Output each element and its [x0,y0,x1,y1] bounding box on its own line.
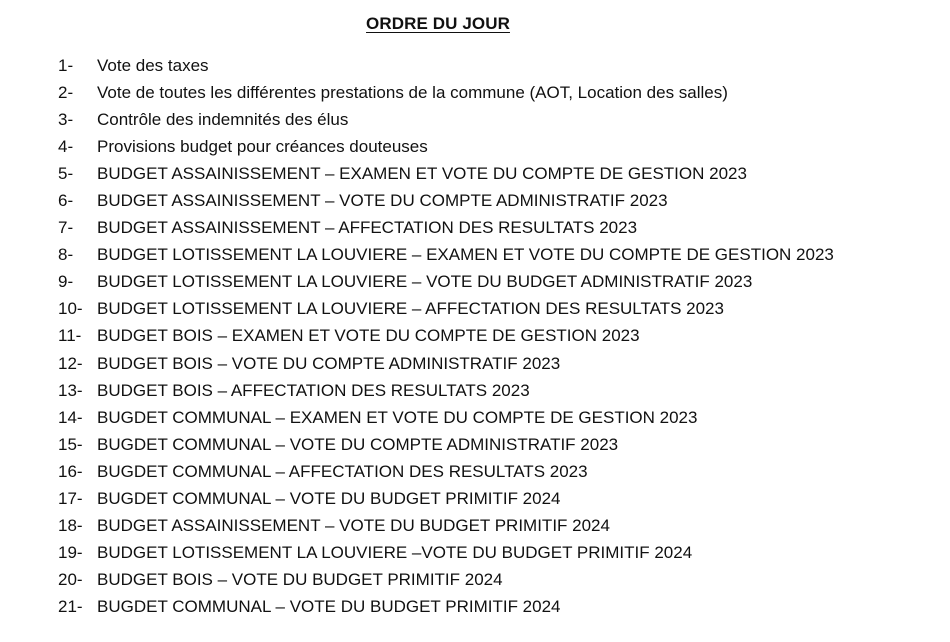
item-number: 6- [58,191,74,211]
item-number: 18- [58,516,83,536]
item-number: 9- [58,272,74,292]
item-number: 3- [58,109,74,129]
agenda-item-14 [58,404,834,431]
item-number: 10- [58,299,83,319]
agenda-item-13 [58,377,834,404]
agenda-item-9 [58,269,834,296]
agenda-item-11 [58,323,834,350]
item-number: 4- [58,136,74,156]
item-number: 16- [58,461,83,481]
item-text: BUDGET LOTISSEMENT LA LOUVIERE – AFFECTATION DES RESULTATS 2023 [97,299,724,319]
agenda-item-10 [58,296,834,323]
item-number: 11- [58,326,82,346]
item-number: 5- [58,163,74,183]
agenda-item-12 [58,350,834,377]
agenda-list [58,52,834,621]
item-text: BUDGET BOIS – EXAMEN ET VOTE DU COMPTE DE GESTION 2023 [97,326,640,346]
item-text: BUDGET ASSAINISSEMENT – EXAMEN ET VOTE DU COMPTE DE GESTION 2023 [97,163,747,183]
item-text: BUDGET BOIS – VOTE DU COMPTE ADMINISTRATIF 2023 [97,353,561,373]
agenda-item-15 [58,431,834,458]
item-number: 13- [58,380,83,400]
item-text: Contrôle des indemnités des élus [97,109,349,129]
agenda-item-2 [58,79,834,106]
agenda-item-17 [58,486,834,513]
item-text: BUGDET COMMUNAL – VOTE DU BUDGET PRIMITIF 2024 [97,597,561,617]
document-title: ORDRE DU JOUR [366,14,510,33]
agenda-item-19 [58,540,834,567]
item-number: 20- [58,570,83,590]
item-text: Provisions budget pour créances douteuses [97,136,428,156]
item-number: 7- [58,218,74,238]
item-text: BUDGET LOTISSEMENT LA LOUVIERE – VOTE DU BUDGET ADMINISTRATIF 2023 [97,272,753,292]
item-text: Vote des taxes [97,55,209,75]
agenda-item-5 [58,160,834,187]
agenda-item-20 [58,567,834,594]
item-text: BUDGET ASSAINISSEMENT – VOTE DU BUDGET PRIMITIF 2024 [97,516,610,536]
item-number: 14- [58,407,83,427]
agenda-item-8 [58,242,834,269]
item-number: 2- [58,82,74,102]
item-text: BUDGET ASSAINISSEMENT – VOTE DU COMPTE ADMINISTRATIF 2023 [97,191,668,211]
item-text: BUGDET COMMUNAL – VOTE DU COMPTE ADMINISTRATIF 2023 [97,434,619,454]
agenda-item-18 [58,513,834,540]
item-text: BUGDET COMMUNAL – EXAMEN ET VOTE DU COMPTE DE GESTION 2023 [97,407,698,427]
agenda-item-16 [58,458,834,485]
item-text: BUDGET BOIS – AFFECTATION DES RESULTATS 2023 [97,380,530,400]
item-number: 12- [58,353,83,373]
item-number: 1- [58,55,74,75]
item-number: 19- [58,543,83,563]
item-text: Vote de toutes les différentes prestations de la commune (AOT, Location des salles) [97,82,728,102]
item-number: 15- [58,434,83,454]
item-text: BUGDET COMMUNAL – AFFECTATION DES RESULTATS 2023 [97,461,588,481]
item-number: 21- [58,597,83,617]
agenda-item-4 [58,133,834,160]
item-text: BUDGET LOTISSEMENT LA LOUVIERE –VOTE DU BUDGET PRIMITIF 2024 [97,543,693,563]
agenda-item-1 [58,52,834,79]
item-text: BUDGET ASSAINISSEMENT – AFFECTATION DES RESULTATS 2023 [97,218,638,238]
agenda-item-6 [58,187,834,214]
item-text: BUDGET BOIS – VOTE DU BUDGET PRIMITIF 2024 [97,570,503,590]
agenda-item-7 [58,215,834,242]
item-number: 17- [58,489,83,509]
agenda-item-21 [58,594,834,621]
agenda-item-3 [58,106,834,133]
item-number: 8- [58,245,74,265]
item-text: BUDGET LOTISSEMENT LA LOUVIERE – EXAMEN ET VOTE DU COMPTE DE GESTION 2023 [97,245,834,265]
item-text: BUGDET COMMUNAL – VOTE DU BUDGET PRIMITIF 2024 [97,489,561,509]
